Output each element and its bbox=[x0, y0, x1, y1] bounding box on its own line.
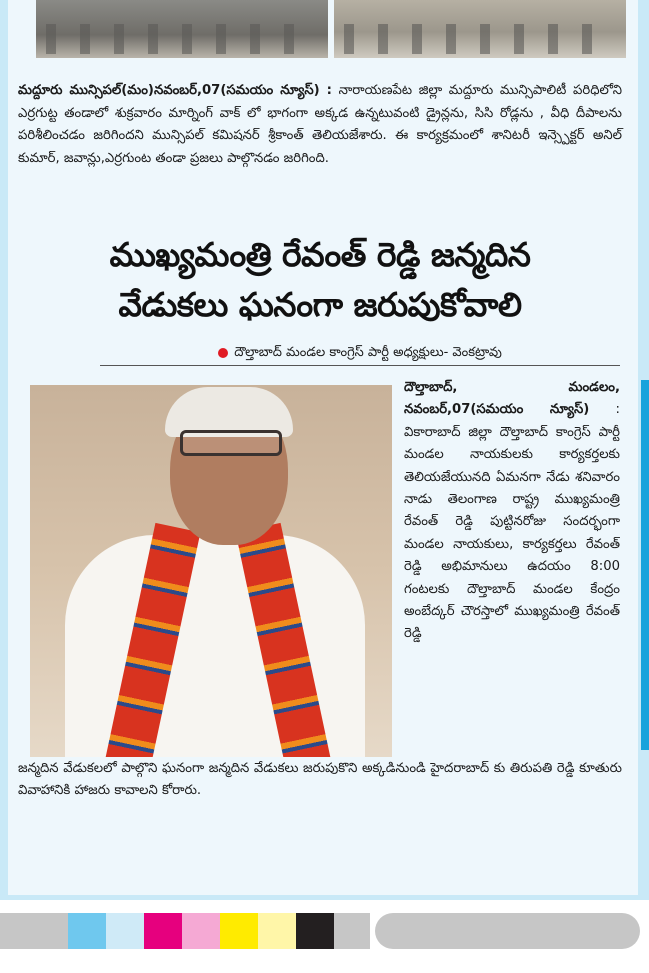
top-photo-left bbox=[36, 0, 328, 58]
article2-headline bbox=[10, 230, 630, 330]
article1-dateline: మద్దూరు మున్సిపల్(మం)నవంబర్,07(సమయం న్యూస్) : bbox=[18, 83, 332, 98]
article2-tail-text: జన్మదిన వేడుకలలో పాల్గొని ఘనంగా జన్మదిన వేడుకలు జరుపుకొని అక్కడినుండి హైదరాబాద్ కు తిరుపతి రెడ్డి కూతురు వివాహానికి హాజరు కావాలని కోరారు. bbox=[18, 761, 622, 799]
color-swatch bbox=[258, 913, 296, 949]
color-swatch bbox=[0, 913, 68, 949]
article2-subhead bbox=[100, 343, 620, 366]
color-swatch bbox=[296, 913, 334, 949]
headline-line-2: వేడుకలు ఘనంగా జరుపుకోవాలి bbox=[118, 285, 522, 324]
side-accent-bar bbox=[641, 380, 649, 750]
article1-paragraph bbox=[18, 80, 622, 170]
article2-column-text bbox=[404, 377, 620, 646]
subhead-text: దౌల్తాబాద్ మండల కాంగ్రెస్ పార్టీ అధ్యక్షులు- వెంకట్రావు bbox=[234, 345, 502, 360]
portrait-photo bbox=[30, 385, 392, 757]
color-swatch bbox=[220, 913, 258, 949]
article2-dateline: దౌల్తాబాద్, మండలం, నవంబర్,07(సమయం న్యూస్) bbox=[404, 380, 620, 418]
color-swatch bbox=[106, 913, 144, 949]
color-swatch bbox=[334, 913, 370, 949]
color-swatch bbox=[144, 913, 182, 949]
article1-body: నారాయణపేట జిల్లా మద్దూరు మున్సిపాలిటీ పరిధిలోని ఎర్రగుట్ట తండాలో శుక్రవారం మార్నింగ్ వాక్ లో భాగంగా అక్కడ ఉన్నటువంటి డ్రైన్లను, సిసి రోడ్లను , వీధి దీపాలను పరిశీలించడం జరిగిందని మున్సిపల్ కమిషనర్ శ్రీకాంత్ తెలియజేశారు. ఈ కార్యక్రమంలో శానిటరీ ఇన్స్పెక్టర్ అనిల్ కుమార్, జవాన్లు,ఎర్రగుంట తండా ప్రజలు పాల్గొనడం జరిగింది. bbox=[18, 83, 622, 166]
headline-line-1: ముఖ్యమంత్రి రేవంత్ రెడ్డి జన్మదిన bbox=[109, 235, 531, 274]
color-swatch bbox=[68, 913, 106, 949]
color-swatch bbox=[182, 913, 220, 949]
article2-body: : వికారాబాద్ జిల్లా దౌల్తాబాద్ కాంగ్రెస్ పార్టీ మండల నాయకులకు కార్యకర్తలకు తెలియజేయునది ఏమనగా నేడు శనివారం నాడు తెలంగాణ రాష్ట్ర ముఖ్యమంత్రి రేవంత్ రెడ్డి పుట్టినరోజు సందర్భంగా మండల నాయకులు, కార్యకర్తలు రేవంత్ రెడ్డి అభిమానులు ఉదయం 8:00 గంటలకు దౌల్తాబాద్ మండల కేంద్రం అంబేద్కర్ చౌరస్తాలో ముఖ్యమంత్రి రేవంత్ రెడ్డి bbox=[404, 402, 620, 642]
print-color-strip bbox=[0, 913, 370, 949]
red-bullet-icon bbox=[218, 348, 228, 358]
print-gray-pill bbox=[375, 913, 640, 949]
top-photo-right bbox=[334, 0, 626, 58]
